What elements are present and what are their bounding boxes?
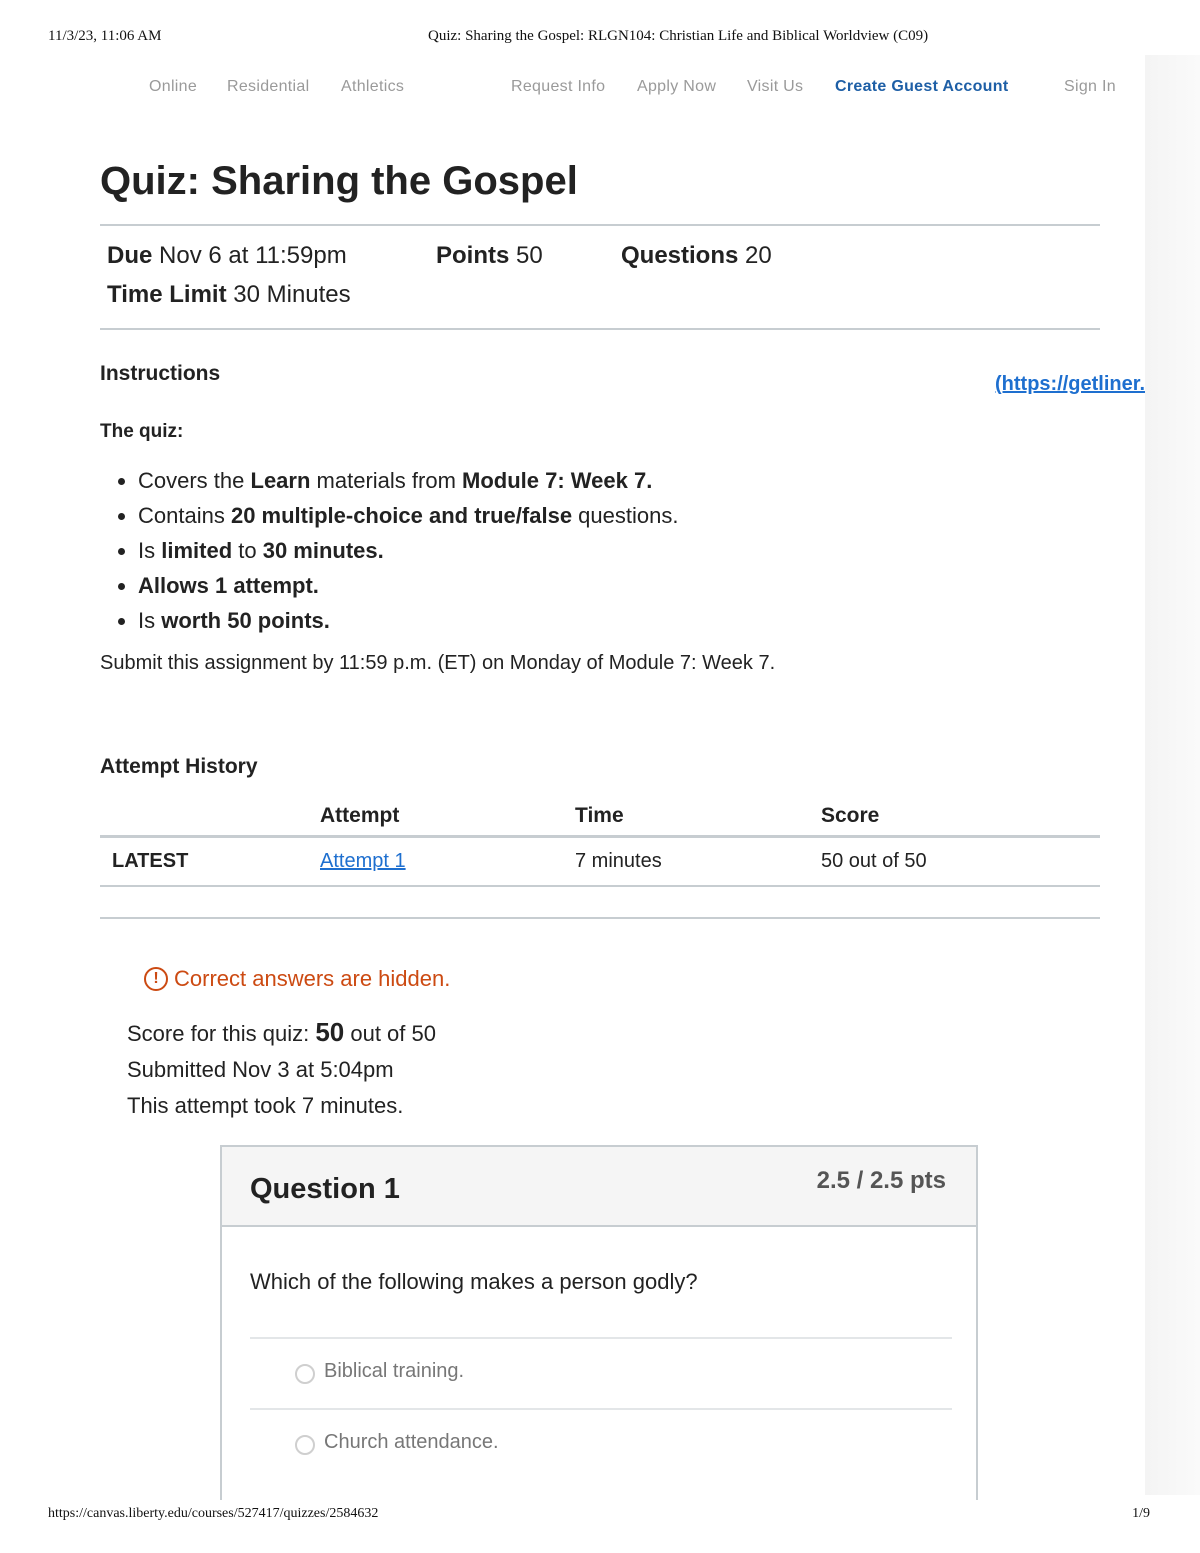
nav-residential[interactable]: Residential xyxy=(227,78,310,95)
nav-online[interactable]: Online xyxy=(149,78,198,95)
list-text: questions. xyxy=(572,503,679,528)
nav-athletics[interactable]: Athletics xyxy=(341,78,405,95)
quiz-score xyxy=(127,1014,1100,1052)
table-header-attempt: Attempt xyxy=(320,797,575,837)
time-limit-value: 30 Minutes xyxy=(233,281,351,308)
warning-icon: ! xyxy=(144,967,168,991)
answer-option[interactable] xyxy=(250,1408,952,1480)
print-date: 11/3/23, 11:06 AM xyxy=(48,28,162,44)
question-header xyxy=(222,1147,976,1227)
attempt-cell xyxy=(320,837,575,887)
answer-text: Church attendance. xyxy=(324,1431,499,1453)
attempt-time: 7 minutes xyxy=(575,837,821,887)
submit-deadline: Submit this assignment by 11:59 p.m. (ET) on Monday of Module 7: Week 7. xyxy=(100,652,776,674)
hidden-answers-warning xyxy=(144,966,1100,992)
list-item xyxy=(138,463,1100,498)
score-summary xyxy=(127,1014,1100,1124)
attempt-label: LATEST xyxy=(100,837,320,887)
table-row xyxy=(100,837,1100,887)
nav-sign-in[interactable]: Sign In xyxy=(1064,78,1116,95)
question-text: Which of the following makes a person godly? xyxy=(250,1269,698,1294)
list-text: materials from xyxy=(310,468,463,493)
divider xyxy=(100,917,1100,919)
quiz-label: The quiz: xyxy=(100,421,184,442)
attempt-history-heading: Attempt History xyxy=(100,755,258,778)
list-text: Module 7: Week 7 xyxy=(462,468,647,493)
page-side-shade xyxy=(1145,55,1200,1495)
nav-visit-us[interactable]: Visit Us xyxy=(747,78,804,95)
question-card xyxy=(220,1145,978,1500)
due-date xyxy=(107,242,347,270)
external-link[interactable]: (https://getliner. xyxy=(995,373,1145,395)
table-header-score: Score xyxy=(821,797,1100,837)
print-page-number: 1/9 xyxy=(1132,1506,1150,1521)
table-header-row xyxy=(100,797,1100,837)
time-limit xyxy=(107,281,351,309)
print-url: https://canvas.liberty.edu/courses/527417/quizzes/2584632 xyxy=(48,1506,379,1521)
points-value: 50 xyxy=(516,242,543,269)
score-value: 50 xyxy=(315,1017,345,1047)
page-title: Quiz: Sharing the Gospel xyxy=(100,159,578,203)
due-label: Due xyxy=(107,242,153,269)
list-item xyxy=(138,533,1100,568)
questions-count xyxy=(621,242,772,270)
score-suffix: out of 50 xyxy=(344,1021,436,1046)
list-text: Learn xyxy=(250,468,311,493)
question-points: 2.5 / 2.5 pts xyxy=(816,1167,946,1194)
instructions-heading: Instructions xyxy=(100,362,221,385)
list-text: worth 50 points. xyxy=(161,608,330,633)
nav-request-info[interactable]: Request Info xyxy=(511,78,606,95)
list-text: Is xyxy=(138,538,162,563)
list-text: Contains xyxy=(138,503,231,528)
print-title: Quiz: Sharing the Gospel: RLGN104: Christian Life and Biblical Worldview (C09) xyxy=(428,28,929,44)
answer-option[interactable] xyxy=(250,1337,952,1409)
due-value: Nov 6 at 11:59pm xyxy=(159,242,347,269)
time-limit-label: Time Limit xyxy=(107,281,227,308)
list-text: Allows 1 attempt. xyxy=(138,573,319,598)
question-title: Question 1 xyxy=(250,1173,400,1205)
points xyxy=(436,242,543,270)
quiz-content xyxy=(100,150,1100,1124)
list-text: Covers the xyxy=(138,468,251,493)
list-text: 20 multiple-choice and true/false xyxy=(230,503,573,528)
list-text: 30 minutes. xyxy=(262,538,384,563)
warning-text: Correct answers are hidden. xyxy=(174,966,451,991)
quiz-meta xyxy=(100,226,1100,328)
list-text: to xyxy=(232,538,263,563)
top-navigation xyxy=(0,78,1145,98)
nav-apply-now[interactable]: Apply Now xyxy=(637,78,717,95)
table-header-blank xyxy=(100,797,320,837)
answer-text: Biblical training. xyxy=(324,1360,465,1382)
radio-button-icon[interactable] xyxy=(295,1364,315,1384)
points-label: Points xyxy=(436,242,510,269)
attempt-score: 50 out of 50 xyxy=(821,837,1100,887)
attempt-duration: This attempt took 7 minutes. xyxy=(127,1093,404,1118)
radio-button-icon[interactable] xyxy=(295,1435,315,1455)
attempt-1-link[interactable]: Attempt 1 xyxy=(320,850,406,872)
instructions-section xyxy=(100,362,1100,675)
divider xyxy=(100,328,1100,330)
list-item xyxy=(138,568,1100,603)
questions-label: Questions xyxy=(621,242,739,269)
list-item xyxy=(138,498,1100,533)
list-text: Is xyxy=(138,608,162,633)
list-text: limited xyxy=(161,538,233,563)
list-text: . xyxy=(646,468,653,493)
score-prefix: Score for this quiz: xyxy=(127,1021,316,1046)
nav-create-guest-account[interactable]: Create Guest Account xyxy=(835,78,1009,95)
instructions-list xyxy=(100,463,1100,638)
attempt-history-table xyxy=(100,797,1100,887)
table-header-time: Time xyxy=(575,797,821,837)
submitted-time: Submitted Nov 3 at 5:04pm xyxy=(127,1057,394,1082)
questions-value: 20 xyxy=(745,242,772,269)
list-item xyxy=(138,603,1100,638)
